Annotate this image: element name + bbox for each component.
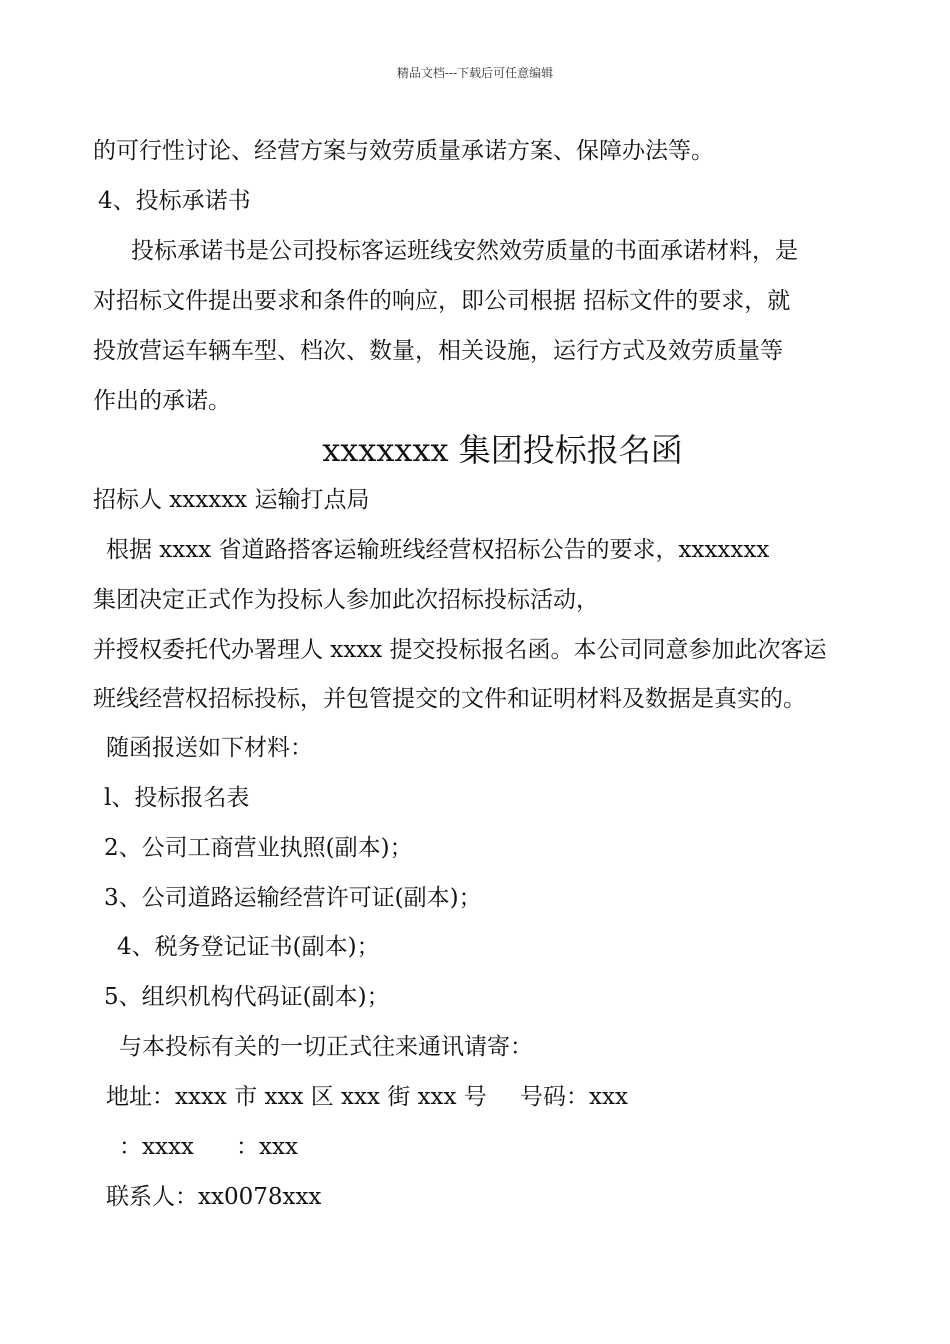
phone-line: 号码：xxx <box>520 1084 628 1110</box>
continuation-line: 的可行性讨论、经营方案与效劳质量承诺方案、保障办法等。 <box>93 138 714 164</box>
contact-field: ：xxx <box>236 1134 298 1160</box>
contact-field: ：xxxx <box>119 1134 194 1160</box>
paragraph-line: 投放营运车辆车型、档次、数量，相关设施，运行方式及效劳质量等 <box>93 338 783 364</box>
body-line: 并授权委托代办署理人 xxxx 提交投标报名函。本公司同意参加此次客运 <box>93 637 827 663</box>
body-line: 根据 xxxx 省道路搭客运输班线经营权招标公告的要求，xxxxxxx <box>106 537 770 563</box>
letter-title: xxxxxxx 集团投标报名函 <box>322 431 683 469</box>
attachment-item: 5、组织机构代码证(副本)； <box>104 984 390 1010</box>
section-heading-4: 4、投标承诺书 <box>98 188 251 214</box>
attachment-item: 2、公司工商营业执照(副本)； <box>104 835 413 861</box>
attachment-item: 4、税务登记证书(副本)； <box>117 934 380 960</box>
recipient-line: 招标人 xxxxxx 运输打点局 <box>93 487 370 513</box>
paragraph-line: 对招标文件提出要求和条件的响应，即公司根据 招标文件的要求，就 <box>93 288 791 314</box>
page-header: 精品文档---下载后可任意编辑 <box>396 66 554 80</box>
paragraph-line: 投标承诺书是公司投标客运班线安然效劳质量的书面承诺材料，是 <box>131 238 798 264</box>
attachment-item: 3、公司道路运输经营许可证(副本)； <box>104 885 482 911</box>
body-line: 班线经营权招标投标，并包管提交的文件和证明材料及数据是真实的。 <box>93 686 806 712</box>
contact-intro: 与本投标有关的一切正式往来通讯请寄： <box>119 1034 533 1060</box>
contact-person-line: 联系人：xx0078xxx <box>106 1184 322 1210</box>
attachments-intro: 随函报送如下材料： <box>106 735 313 761</box>
paragraph-line: 作出的承诺。 <box>93 388 231 414</box>
attachment-item: l、投标报名表 <box>104 785 250 811</box>
body-line: 集团决定正式作为投标人参加此次招标投标活动， <box>93 587 599 613</box>
address-line: 地址：xxxx 市 xxx 区 xxx 街 xxx 号 <box>106 1084 487 1110</box>
